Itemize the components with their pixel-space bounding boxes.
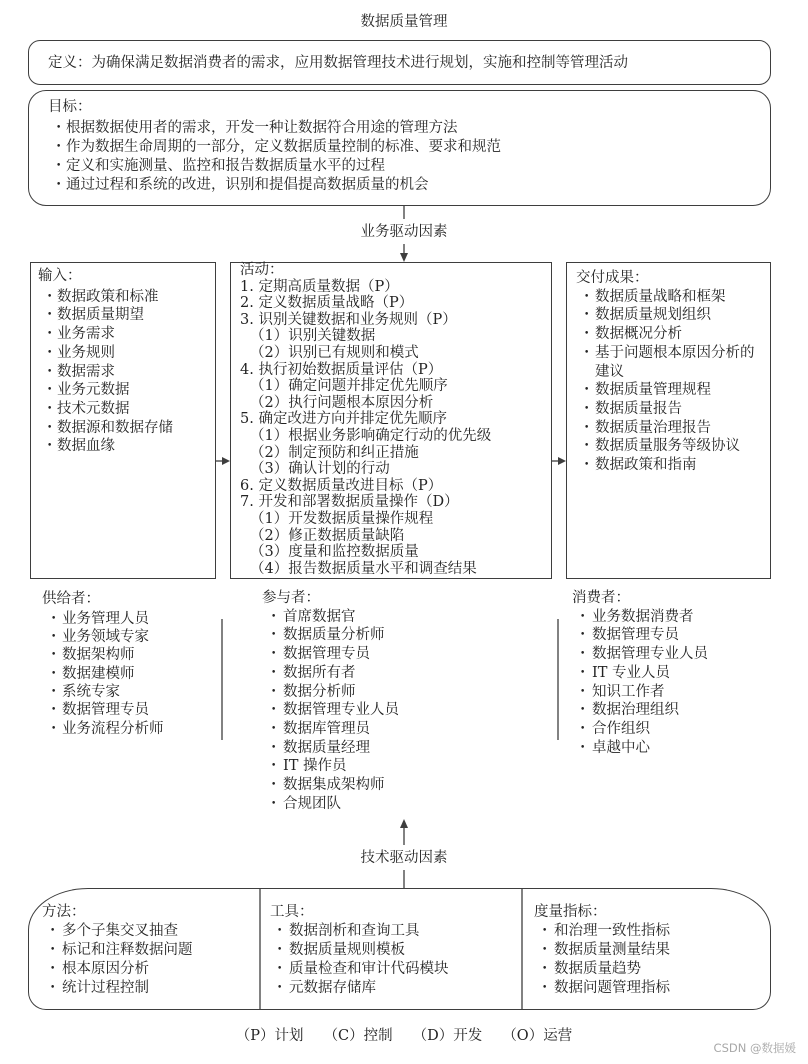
tool-item: • 数据质量规则模板 [270, 941, 449, 960]
suppliers-section [42, 590, 164, 738]
business-drivers-arrow [400, 244, 408, 262]
goals-section [48, 98, 501, 195]
diagram-title: 数据质量管理 [360, 14, 448, 30]
goals-heading: 目标： [48, 99, 92, 115]
activity-step: 6. 定义数据质量改进目标（P） [240, 477, 443, 494]
consumer-item: • 卓越中心 [572, 739, 708, 758]
method-item: • 根本原因分析 [42, 960, 193, 979]
metric-item: • 数据质量趋势 [534, 960, 670, 979]
supplier-item: • 数据管理专员 [42, 701, 164, 719]
activity-step: 7. 开发和部署数据质量操作（D） [240, 494, 459, 511]
input-item: • 业务规则 [38, 344, 173, 363]
consumers-heading: 消费者： [572, 590, 630, 606]
inputs-to-activities-arrowhead [222, 457, 230, 465]
participant-item: • IT 操作员 [262, 757, 399, 776]
metrics-heading: 度量指标： [534, 904, 607, 920]
activities-to-deliverables-arrowhead [558, 457, 566, 465]
input-item: • 数据需求 [38, 363, 173, 382]
tool-item: • 质量检查和审计代码模块 [270, 960, 449, 979]
metric-item: • 数据质量测量结果 [534, 941, 670, 960]
goal-item: • 定义和实施测量、监控和报告数据质量水平的过程 [48, 157, 501, 176]
goal-item: • 作为数据生命周期的一部分，定义数据质量控制的标准、要求和规范 [48, 138, 501, 157]
activity-substep: （1）确定问题并排定优先顺序 [250, 378, 448, 395]
legend-item: （D）开发 [412, 1028, 483, 1044]
tool-item: • 元数据存储库 [270, 979, 449, 998]
activity-substep: （1）根据业务影响确定行动的优先级 [250, 427, 492, 444]
inputs-section [38, 267, 173, 456]
watermark: CSDN @数据媛 [713, 1041, 796, 1055]
metric-item: • 和治理一致性指标 [534, 922, 670, 941]
consumer-item: • 数据治理组织 [572, 701, 708, 720]
tools-heading: 工具： [270, 904, 314, 920]
supplier-item: • 业务流程分析师 [42, 720, 164, 738]
metrics-section [534, 903, 670, 998]
technical-drivers-label: 技术驱动因素 [360, 850, 448, 866]
tools-section [270, 903, 449, 998]
metric-item: • 数据问题管理指标 [534, 979, 670, 998]
inputs-heading: 输入： [38, 268, 82, 284]
method-item: • 统计过程控制 [42, 979, 193, 998]
legend-item: （P）计划 [235, 1028, 304, 1044]
input-item: • 技术元数据 [38, 400, 173, 419]
suppliers-heading: 供给者： [42, 591, 100, 607]
participant-item: • 数据库管理员 [262, 720, 399, 739]
technical-drivers-arrowhead [400, 819, 408, 828]
activity-substep: （2）识别已有规则和模式 [250, 344, 419, 361]
legend [0, 1027, 808, 1045]
activity-substep: （2）修正数据质量缺陷 [250, 527, 405, 544]
participant-item: • 数据所有者 [262, 664, 399, 683]
participant-item: • 合规团队 [262, 795, 399, 814]
methods-heading: 方法： [42, 904, 86, 920]
participant-item: • 数据集成架构师 [262, 776, 399, 795]
input-item: • 数据政策和标准 [38, 288, 173, 307]
deliverable-item: • 数据质量服务等级协议 [576, 437, 761, 456]
suppliers-list [42, 610, 164, 738]
legend-item: （C）控制 [323, 1028, 393, 1044]
supplier-item: • 数据建模师 [42, 665, 164, 683]
participants-section [262, 589, 399, 813]
participant-item: • 数据质量分析师 [262, 626, 399, 645]
deliverable-item: • 数据质量规划组织 [576, 306, 761, 325]
activity-step: 2. 定义数据质量战略（P） [240, 295, 414, 312]
consumer-item: • 知识工作者 [572, 683, 708, 702]
consumers-list [572, 608, 708, 758]
supplier-item: • 数据架构师 [42, 646, 164, 664]
deliverable-item: • 数据政策和指南 [576, 456, 761, 475]
consumer-item: • 合作组织 [572, 720, 708, 739]
input-item: • 业务元数据 [38, 381, 173, 400]
activity-step: 3. 识别关键数据和业务规则（P） [240, 311, 457, 328]
goal-item: • 根据数据使用者的需求，开发一种让数据符合用途的管理方法 [48, 119, 501, 138]
deliverable-item: • 数据质量报告 [576, 400, 761, 419]
activity-step: 5. 确定改进方向并排定优先顺序 [240, 411, 447, 428]
business-drivers-arrowhead [400, 253, 408, 262]
activity-substep: （2）制定预防和纠正措施 [250, 444, 419, 461]
consumers-section [572, 589, 708, 757]
methods-section [42, 903, 193, 998]
technical-drivers-arrow [400, 819, 408, 845]
activities-to-deliverables-arrow [552, 457, 566, 465]
deliverable-item: • 数据质量治理报告 [576, 419, 761, 438]
activity-step: 1. 定期高质量数据（P） [240, 278, 399, 295]
deliverables-section [576, 269, 761, 475]
goals-list [48, 119, 501, 195]
method-item: • 标记和注释数据问题 [42, 941, 193, 960]
metrics-list [534, 922, 670, 998]
activity-substep: （2）执行问题根本原因分析 [250, 394, 434, 411]
activity-substep: （3）度量和监控数据质量 [250, 544, 419, 561]
supplier-item: • 系统专家 [42, 683, 164, 701]
activity-substep: （1）识别关键数据 [250, 328, 376, 345]
methods-list [42, 922, 193, 998]
deliverable-item: • 数据质量管理规程 [576, 381, 761, 400]
supplier-item: • 业务管理人员 [42, 610, 164, 628]
definition-text: 定义：为确保满足数据消费者的需求，应用数据管理技术进行规划，实施和控制等管理活动 [48, 55, 628, 71]
activities-heading: 活动： [240, 262, 284, 278]
participant-item: • 数据分析师 [262, 683, 399, 702]
consumer-item: • IT 专业人员 [572, 664, 708, 683]
input-item: • 业务需求 [38, 325, 173, 344]
goal-item: • 通过过程和系统的改进，识别和提倡提高数据质量的机会 [48, 176, 501, 195]
participant-item: • 首席数据官 [262, 608, 399, 627]
deliverable-item: • 数据概况分析 [576, 325, 761, 344]
deliverable-item: • 数据质量战略和框架 [576, 288, 761, 307]
activity-step: 4. 执行初始数据质量评估（P） [240, 361, 443, 378]
participants-heading: 参与者： [262, 590, 320, 606]
method-item: • 多个子集交叉抽查 [42, 922, 193, 941]
participant-item: • 数据管理专员 [262, 645, 399, 664]
business-drivers-label: 业务驱动因素 [360, 224, 448, 240]
consumer-item: • 数据管理专员 [572, 626, 708, 645]
activity-substep: （1）开发数据质量操作规程 [250, 510, 434, 527]
tools-list [270, 922, 449, 998]
consumer-item: • 数据管理专业人员 [572, 645, 708, 664]
supplier-item: • 业务领域专家 [42, 628, 164, 646]
participant-item: • 数据管理专业人员 [262, 701, 399, 720]
activities-section [240, 262, 491, 577]
consumer-item: • 业务数据消费者 [572, 608, 708, 627]
inputs-list [38, 288, 173, 456]
activity-substep: （4）报告数据质量水平和调查结果 [250, 560, 477, 577]
input-item: • 数据血缘 [38, 437, 173, 456]
inputs-to-activities-arrow [216, 457, 230, 465]
tool-item: • 数据剖析和查询工具 [270, 922, 449, 941]
deliverables-heading: 交付成果： [576, 270, 649, 286]
activities-list [240, 279, 491, 578]
participants-list [262, 608, 399, 814]
deliverable-item: • 基于问题根本原因分析的建议 [576, 344, 761, 381]
input-item: • 数据质量期望 [38, 306, 173, 325]
activity-substep: （3）确认计划的行动 [250, 461, 390, 478]
participant-item: • 数据质量经理 [262, 739, 399, 758]
input-item: • 数据源和数据存储 [38, 419, 173, 438]
deliverables-list [576, 288, 761, 475]
legend-item: （O）运营 [502, 1028, 573, 1044]
